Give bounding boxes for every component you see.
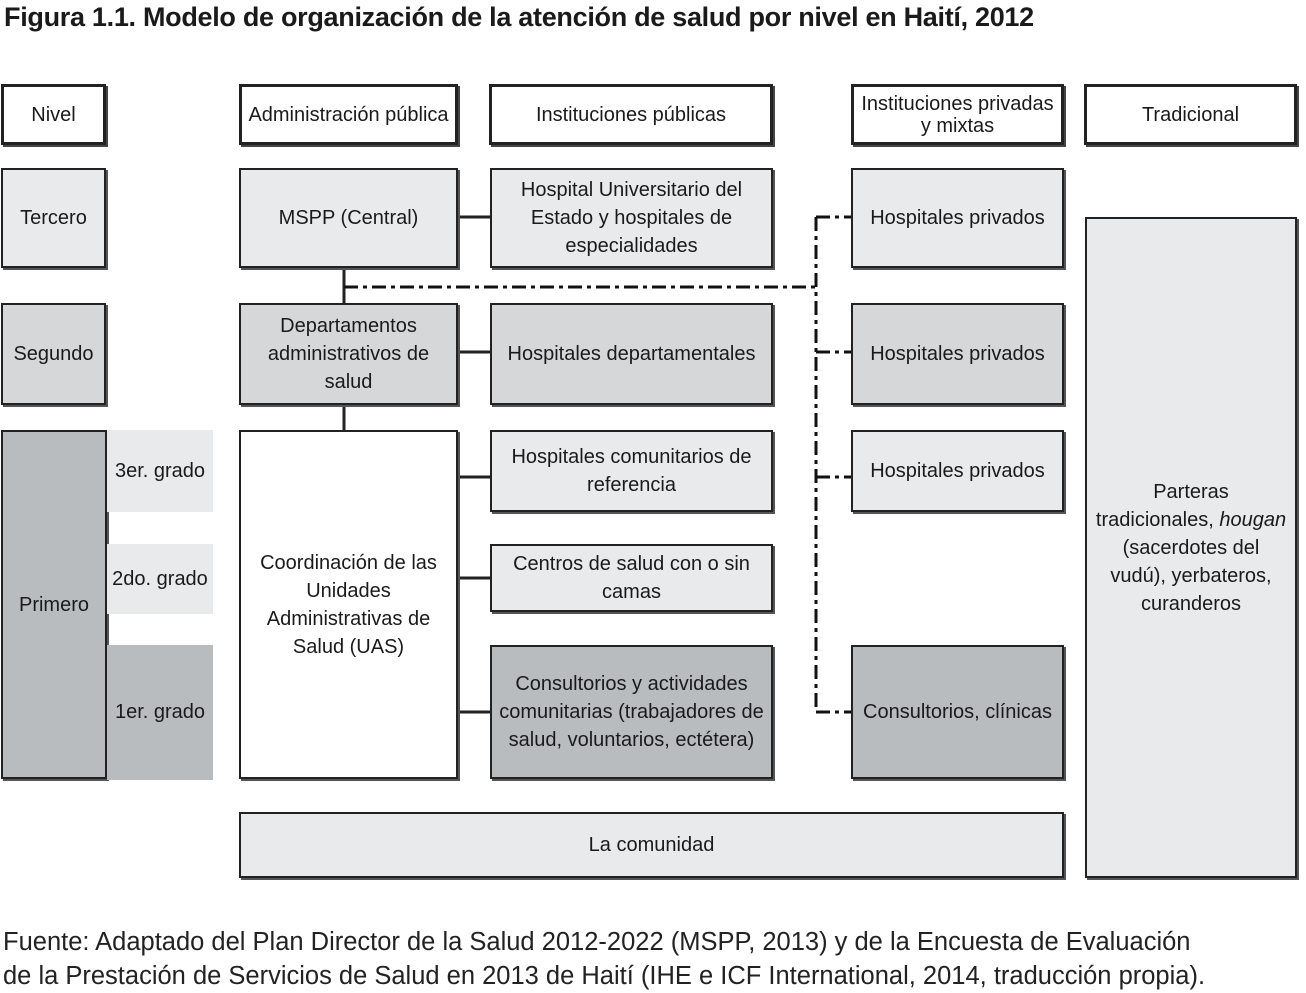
tradicional-text-italic: hougan	[1219, 508, 1287, 531]
publicas-departamentales	[490, 303, 773, 405]
publicas-centros-label: Centros de salud con o sin camas	[513, 553, 750, 603]
admin-mspp	[239, 168, 458, 268]
publicas-centros	[490, 544, 773, 612]
grade-2do-label: 2do. grado	[112, 567, 208, 590]
privadas-hospitales-3	[851, 430, 1064, 512]
grade-3er-label: 3er. grado	[114, 459, 206, 482]
comunidad-box	[239, 812, 1064, 878]
header-tradicional-label: Tradicional	[1141, 103, 1240, 126]
header-publicas-label: Instituciones públicas	[535, 103, 727, 126]
level-primero-label: Primero	[18, 593, 89, 616]
source-line-2: de la Prestación de Servicios de Salud en 2013 de Haití (IHE e ICF International, 2014, traducción propia).	[3, 962, 1206, 990]
header-privadas-line2: y mixtas	[920, 114, 995, 137]
tradicional-box	[1085, 217, 1297, 878]
level-segundo-label: Segundo	[13, 343, 94, 365]
publicas-universitario-label: Hospital Universitario del Estado y hospitales de especialidades	[520, 179, 743, 257]
privadas-hospitales-2	[851, 303, 1064, 405]
privadas-hospitales-1	[851, 168, 1064, 268]
grade-3er	[107, 430, 213, 512]
publicas-consultorios-label: Consultorios y actividades comunitarias (trabajadores de salud, voluntarios, ectétera)	[499, 673, 764, 751]
admin-departamentos	[239, 303, 458, 405]
header-privadas	[851, 84, 1064, 145]
level-segundo	[1, 303, 106, 405]
grade-2do	[107, 544, 213, 614]
privadas-hospitales-1-label: Hospitales privados	[870, 207, 1045, 229]
tradicional-label	[1095, 478, 1287, 618]
comunidad-label: La comunidad	[588, 834, 715, 856]
admin-departamentos-label: Departamentos administrativos de salud	[267, 315, 430, 393]
grade-1er	[107, 645, 213, 780]
header-admin-label: Administración pública	[248, 103, 449, 126]
header-privadas-line1: Instituciones privadas	[861, 92, 1054, 115]
level-tercero	[1, 168, 106, 268]
privadas-consultorios	[851, 645, 1064, 779]
source-note	[3, 925, 1205, 993]
publicas-comunitarios-label: Hospitales comunitarios de referencia	[511, 446, 752, 496]
header-nivel	[1, 84, 106, 145]
grade-1er-label: 1er. grado	[114, 701, 206, 723]
admin-uas	[239, 430, 458, 779]
publicas-departamentales-label: Hospitales departamentales	[507, 343, 756, 365]
header-tradicional	[1084, 84, 1297, 145]
source-line-1: Fuente: Adaptado del Plan Director de la Salud 2012-2022 (MSPP, 2013) y de la Encuesta de Evaluación	[3, 928, 1191, 956]
publicas-consultorios	[490, 645, 773, 779]
header-admin	[239, 84, 458, 145]
privadas-hospitales-3-label: Hospitales privados	[870, 460, 1045, 482]
admin-mspp-label: MSPP (Central)	[278, 207, 419, 229]
privadas-hospitales-2-label: Hospitales privados	[870, 343, 1045, 365]
tradicional-text-before: Parteras tradicionales,	[1095, 480, 1229, 531]
publicas-universitario	[490, 168, 773, 268]
privadas-consultorios-label: Consultorios, clínicas	[863, 701, 1052, 723]
header-nivel-label: Nivel	[31, 103, 76, 126]
admin-uas-label: Coordinación de las Unidades Administrativas de Salud (UAS)	[260, 551, 437, 658]
header-publicas	[489, 84, 773, 145]
level-tercero-label: Tercero	[20, 207, 87, 229]
tradicional-text-after: (sacerdotes del vudú), yerbateros, curanderos	[1110, 536, 1272, 615]
figure-title: Figura 1.1. Modelo de organización de la atención de salud por nivel en Haití, 2012	[4, 2, 1034, 32]
publicas-comunitarios	[490, 430, 773, 512]
level-primero	[1, 430, 107, 779]
